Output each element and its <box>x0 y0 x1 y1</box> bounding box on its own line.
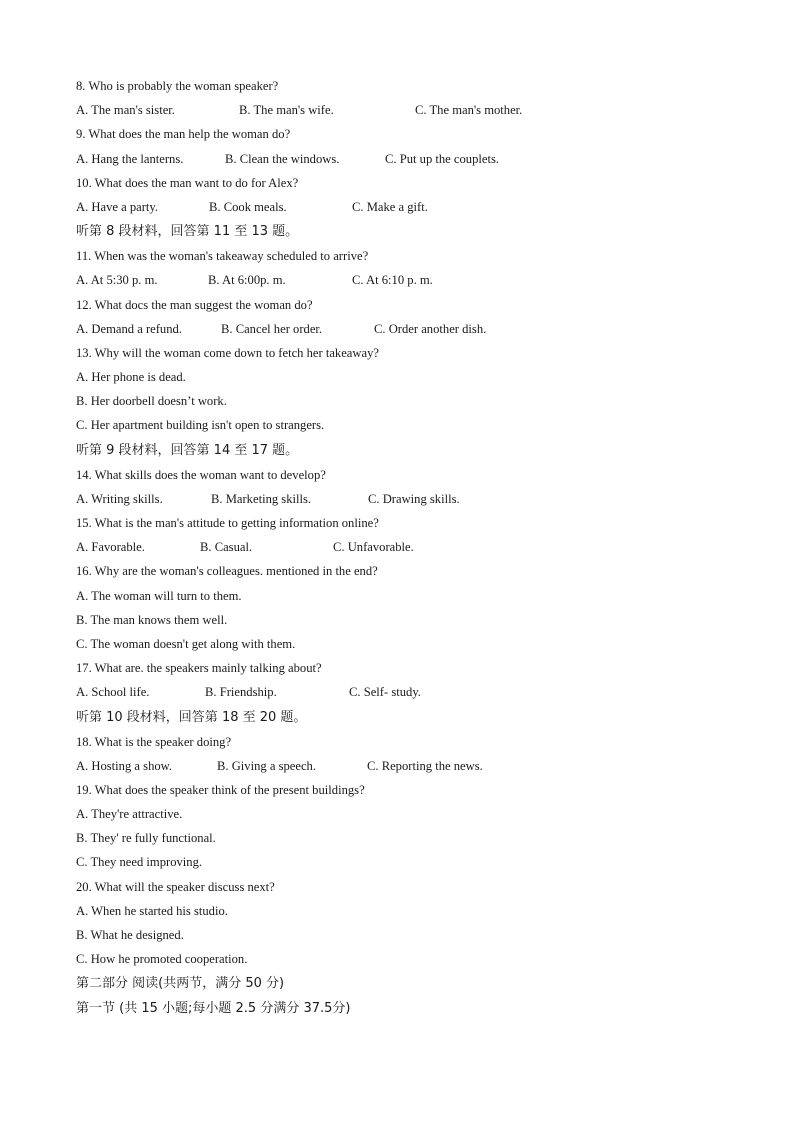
question-9-option-c: C. Put up the couplets. <box>385 151 500 166</box>
question-12-option-a: A. Demand a refund. <box>76 321 182 336</box>
question-17-option-b: B. Friendship. <box>205 685 277 700</box>
question-17-option-a: A. School life. <box>76 685 150 700</box>
question-9-options <box>76 147 736 171</box>
question-19-option-a: A. They're attractive. <box>76 807 183 822</box>
question-11-options <box>76 268 736 292</box>
question-11-option-c: C. At 6:10 p. m. <box>352 273 433 288</box>
question-14-stem: 14. What skills does the woman want to develop? <box>76 467 326 482</box>
question-20-option-b: B. What he designed. <box>76 928 184 942</box>
question-12-option-b: B. Cancel her order. <box>221 321 323 336</box>
question-13-option-a: A. Her phone is dead. <box>76 370 186 385</box>
question-15-stem: 15. What is the man's attitude to getting information online? <box>76 516 379 530</box>
question-16-option-b: B. The man knows them well. <box>76 612 228 627</box>
question-8-option-c: C. The man's mother. <box>415 103 523 118</box>
question-12-option-c: C. Order another dish. <box>374 321 487 336</box>
question-10-option-c: C. Make a gift. <box>352 199 428 214</box>
section-heading-8: 听第 8 段材料，回答第 11 至 13 题。 <box>76 224 299 240</box>
question-17-stem: 17. What are. the speakers mainly talking about? <box>76 661 322 676</box>
question-17-options <box>76 680 736 704</box>
question-10-option-a: A. Have a party. <box>76 199 159 214</box>
question-17-option-c: C. Self- study. <box>349 685 421 700</box>
question-12-stem: 12. What docs the man suggest the woman do? <box>76 297 313 312</box>
question-8-option-a: A. The man's sister. <box>76 103 175 118</box>
question-16-option-a: A. The woman will turn to them. <box>76 588 242 603</box>
question-10-options <box>76 195 736 219</box>
question-18-options <box>76 754 736 778</box>
question-19-option-b: B. They' re fully functional. <box>76 831 216 846</box>
question-9-option-a: A. Hang the lanterns. <box>76 151 184 166</box>
question-19-option-c: C. They need improving. <box>76 855 203 870</box>
question-20-stem: 20. What will the speaker discuss next? <box>76 879 275 894</box>
question-20-option-c: C. How he promoted cooperation. <box>76 952 248 967</box>
section-heading-10: 听第 10 段材料，回答第 18 至 20 题。 <box>76 709 307 725</box>
part-2-heading: 第二部分 阅读(共两节，满分 50 分) <box>76 976 285 992</box>
question-8-option-b: B. The man's wife. <box>239 103 334 118</box>
document-page <box>76 74 736 1021</box>
question-12-options <box>76 317 736 341</box>
question-18-option-a: A. Hosting a show. <box>76 758 173 773</box>
question-14-option-b: B. Marketing skills. <box>211 491 312 506</box>
question-20-option-a: A. When he started his studio. <box>76 903 228 918</box>
question-11-option-b: B. At 6:00p. m. <box>208 273 286 288</box>
question-18-option-c: C. Reporting the news. <box>367 758 483 773</box>
question-19-stem: 19. What does the speaker think of the present buildings? <box>76 782 365 797</box>
question-16-stem: 16. Why are the woman's colleagues. mentioned in the end? <box>76 564 378 579</box>
question-14-option-c: C. Drawing skills. <box>368 491 460 506</box>
question-13-stem: 13. Why will the woman come down to fetch her takeaway? <box>76 345 379 360</box>
question-11-option-a: A. At 5:30 p. m. <box>76 273 158 288</box>
question-8-options <box>76 98 736 122</box>
question-9-stem: 9. What does the man help the woman do? <box>76 127 291 142</box>
question-9-option-b: B. Clean the windows. <box>225 151 340 166</box>
question-10-option-b: B. Cook meals. <box>209 199 287 214</box>
question-18-stem: 18. What is the speaker doing? <box>76 734 232 749</box>
question-15-option-a: A. Favorable. <box>76 540 145 555</box>
question-13-option-c: C. Her apartment building isn't open to strangers. <box>76 418 325 433</box>
question-15-option-b: B. Casual. <box>200 540 253 555</box>
question-8-stem: 8. Who is probably the woman speaker? <box>76 79 279 93</box>
question-18-option-b: B. Giving a speech. <box>217 758 316 773</box>
question-14-option-a: A. Writing skills. <box>76 491 163 506</box>
question-14-options <box>76 487 736 511</box>
section-heading-9: 听第 9 段材料，回答第 14 至 17 题。 <box>76 442 299 458</box>
question-15-options <box>76 535 736 559</box>
question-13-option-b: B. Her doorbell doesn’t work. <box>76 394 227 409</box>
question-15-option-c: C. Unfavorable. <box>333 540 414 555</box>
part-2-section-1-heading: 第一节 (共 15 小题;每小题 2.5 分满分 37.5分) <box>76 1001 351 1017</box>
question-16-option-c: C. The woman doesn't get along with them. <box>76 636 296 651</box>
question-11-stem: 11. When was the woman's takeaway scheduled to arrive? <box>76 249 369 264</box>
question-10-stem: 10. What does the man want to do for Alex? <box>76 175 299 190</box>
